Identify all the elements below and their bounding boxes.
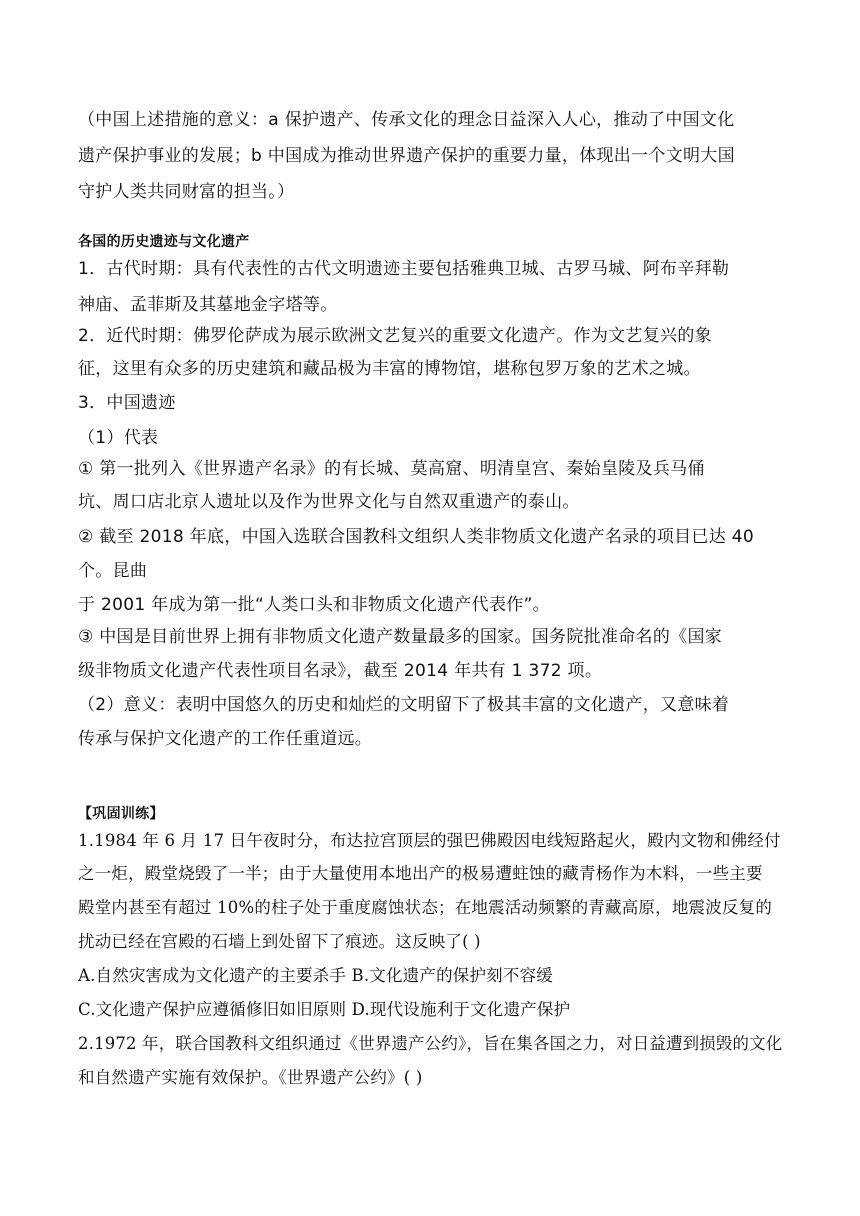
section-line: 传承与保护文化遗产的工作任重道远。: [78, 729, 373, 749]
section-line: 个。昆曲: [78, 561, 148, 581]
exercise-line: 1.1984 年 6 月 17 日午夜时分，布达拉宫顶层的强巴佛殿因电线短路起火，殿内文物和佛经付: [78, 831, 781, 850]
exercise-heading: 【巩固训练】: [78, 806, 164, 822]
section-line: （2）意义：表明中国悠久的历史和灿烂的文明留下了极其丰富的文化遗产，又意味着: [78, 695, 730, 715]
section-line: 坑、周口店北京人遗址以及作为世界文化与自然双重遗产的泰山。: [78, 492, 580, 512]
section-heading: 各国的历史遗迹与文化遗产: [78, 234, 250, 250]
intro-line: 守护人类共同财富的担当。）: [78, 182, 295, 202]
section-line: 级非物质文化遗产代表性项目名录》，截至 2014 年共有 1 372 项。: [78, 661, 603, 681]
section-line: 2．近代时期：佛罗伦萨成为展示欧洲文艺复兴的重要文化遗产。作为文艺复兴的象: [78, 326, 712, 346]
section-line: 征，这里有众多的历史建筑和藏品极为丰富的博物馆，堪称包罗万象的艺术之城。: [78, 359, 701, 379]
exercise-option: A.自然灾害成为文化遗产的主要杀手 B.文化遗产的保护刻不容缓: [78, 966, 553, 985]
exercise-option: C.文化遗产保护应遵循修旧如旧原则 D.现代设施利于文化遗产保护: [78, 1000, 571, 1019]
section-line: 1．古代时期：具有代表性的古代文明遗迹主要包括雅典卫城、古罗马城、阿布辛拜勒: [78, 259, 730, 279]
exercise-line: 之一炬，殿堂烧毁了一半；由于大量使用本地出产的极易遭蛀蚀的藏青杨作为木料，一些主要: [78, 864, 763, 883]
section-line: 神庙、孟菲斯及其墓地金字塔等。: [78, 295, 338, 315]
section-line: （1）代表: [78, 428, 159, 448]
exercise-line: 扰动已经在宫殿的石墙上到处留下了痕迹。这反映了( ): [78, 932, 481, 951]
exercise-line: 2.1972 年，联合国教科文组织通过《世界遗产公约》，旨在集各国之力，对日益遭到损毁的文化: [78, 1034, 783, 1053]
exercise-line: 和自然遗产实施有效保护。《世界遗产公约》( ): [78, 1068, 423, 1087]
section-line: ② 截至 2018 年底，中国入选联合国教科文组织人类非物质文化遗产名录的项目已达 40: [78, 527, 754, 547]
section-line: ③ 中国是目前世界上拥有非物质文化遗产数量最多的国家。国务院批准命名的《国家: [78, 627, 723, 647]
section-line: 于 2001 年成为第一批“人类口头和非物质文化遗产代表作”。: [78, 595, 550, 615]
section-line: ① 第一批列入《世界遗产名录》的有长城、莫高窟、明清皇宫、秦始皇陵及兵马俑: [78, 459, 705, 479]
intro-line: （中国上述措施的意义：a 保护遗产、传承文化的理念日益深入人心，推动了中国文化: [78, 110, 735, 130]
section-line: 3．中国遗迹: [78, 393, 176, 413]
intro-line: 遗产保护事业的发展；b 中国成为推动世界遗产保护的重要力量，体现出一个文明大国: [78, 146, 735, 166]
exercise-line: 殿堂内甚至有超过 10%的柱子处于重度腐蚀状态；在地震活动频繁的青藏高原，地震波反复的: [78, 898, 773, 917]
